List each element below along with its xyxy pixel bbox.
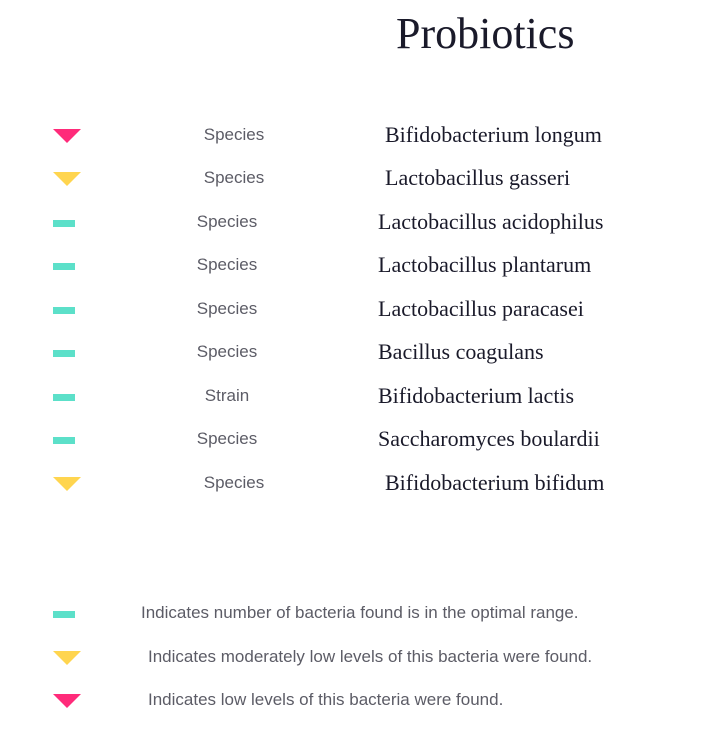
taxonomic-rank: Species xyxy=(196,212,258,231)
optimal-marker-icon xyxy=(53,220,75,227)
list-item xyxy=(0,338,726,368)
list-item xyxy=(0,164,726,194)
optimal-marker-icon xyxy=(53,394,75,401)
list-item xyxy=(0,469,726,499)
bacteria-name: Bifidobacterium bifidum xyxy=(385,470,605,495)
bacteria-name: Bifidobacterium lactis xyxy=(378,383,575,408)
legend-item xyxy=(0,643,726,673)
taxonomic-rank: Species xyxy=(203,168,265,187)
legend-text: Indicates low levels of this bacteria were found. xyxy=(148,690,504,709)
moderately-low-marker-icon xyxy=(53,651,81,665)
taxonomic-rank: Species xyxy=(203,473,265,492)
bacteria-name: Saccharomyces boulardii xyxy=(378,426,600,451)
list-item xyxy=(0,425,726,455)
list-item xyxy=(0,382,726,412)
legend-text: Indicates moderately low levels of this bacteria were found. xyxy=(148,647,593,666)
optimal-marker-icon xyxy=(53,611,75,618)
page-title: Probiotics xyxy=(396,9,575,58)
bacteria-name: Bifidobacterium longum xyxy=(385,122,602,147)
bacteria-name: Bacillus coagulans xyxy=(378,339,544,364)
bacteria-name: Lactobacillus plantarum xyxy=(378,252,592,277)
taxonomic-rank: Species xyxy=(196,429,258,448)
list-item xyxy=(0,251,726,281)
taxonomic-rank: Species xyxy=(196,255,258,274)
bacteria-name: Lactobacillus acidophilus xyxy=(378,209,604,234)
list-item xyxy=(0,121,726,151)
optimal-marker-icon xyxy=(53,307,75,314)
moderately-low-marker-icon xyxy=(53,172,81,186)
taxonomic-rank: Species xyxy=(203,125,265,144)
low-level-marker-icon xyxy=(53,129,81,143)
list-item xyxy=(0,295,726,325)
legend-item xyxy=(0,686,726,716)
low-level-marker-icon xyxy=(53,694,81,708)
taxonomic-rank: Species xyxy=(196,299,258,318)
taxonomic-rank: Species xyxy=(196,342,258,361)
taxonomic-rank: Strain xyxy=(204,386,250,405)
bacteria-name: Lactobacillus gasseri xyxy=(385,165,571,190)
bacteria-name: Lactobacillus paracasei xyxy=(378,296,584,321)
moderately-low-marker-icon xyxy=(53,477,81,491)
legend-item xyxy=(0,599,726,629)
optimal-marker-icon xyxy=(53,350,75,357)
list-item xyxy=(0,208,726,238)
optimal-marker-icon xyxy=(53,437,75,444)
legend-text: Indicates number of bacteria found is in the optimal range. xyxy=(141,603,579,622)
optimal-marker-icon xyxy=(53,263,75,270)
